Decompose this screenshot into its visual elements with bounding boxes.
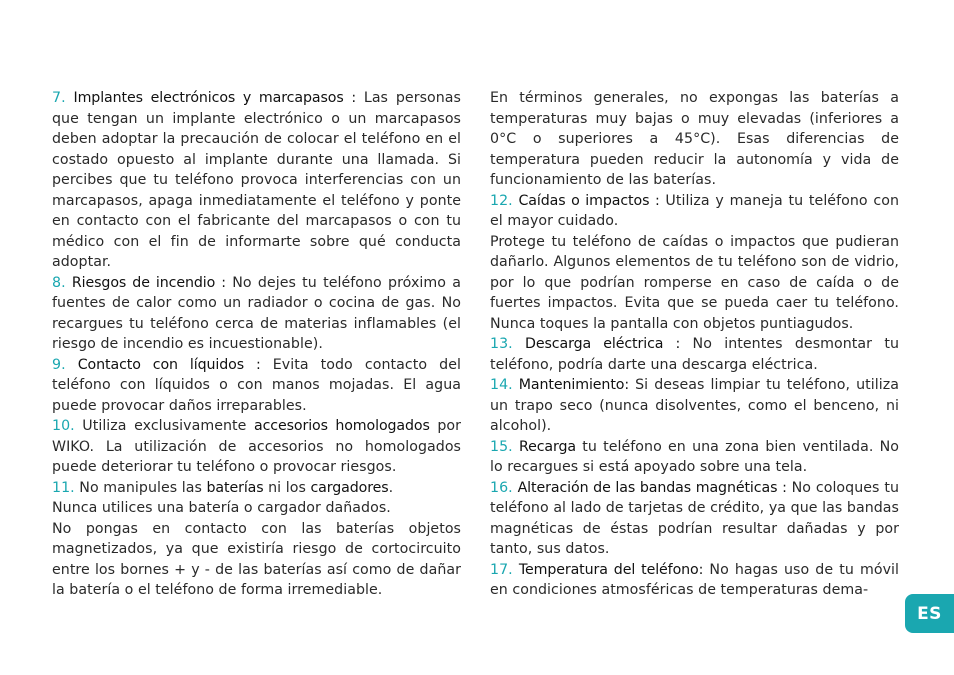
item-7: [52, 88, 461, 273]
item-pre-text: Utiliza exclusivamente: [82, 418, 247, 434]
item-text: No hagas uso de tu móvil en condiciones atmosféricas de temperaturas dema-: [490, 561, 900, 598]
item-title: Contacto con líquidos :: [77, 356, 261, 373]
item-text: No coloques tu teléfono al lado de tarjetas de crédito, ya que las bandas magnéticas de éstas podrían resultar dañadas y por tanto, sus datos.: [490, 479, 899, 557]
item-11-line-2: Nunca utilices una batería o cargador dañados.: [52, 500, 391, 516]
item-number: 17.: [490, 561, 513, 578]
item-title: Implantes electrónicos y marcapasos :: [73, 90, 356, 106]
item-text: Las personas que tengan un implante electrónico o un marcapasos deben adoptar la precaución de colocar el teléfono en el costado opuesto al implante durante una llamada. Si percibes que tu teléfono provoca interferencias con un marcapasos, apaga inmediatamente el teléfono y ponte en contacto con el fabricante del marcapasos o con tu médico con el fin de informarte sobre qué conducta adoptar.: [52, 90, 461, 270]
item-keyword-chargers: cargadores: [310, 479, 389, 496]
item-11: [52, 478, 461, 499]
item-number: 11.: [52, 479, 75, 496]
item-text: Si deseas limpiar tu teléfono, utiliza un trapo seco (nunca disolventes, como el benceno, ni alcohol).: [490, 377, 899, 434]
item-title: Riesgos de incendio :: [71, 274, 226, 291]
item-number: 16.: [490, 479, 513, 496]
item-15: [490, 437, 899, 478]
battery-temperature-paragraph: En términos generales, no expongas las baterías a temperaturas muy bajas o muy elevadas (inferiores a 0°C o superiores a 45°C). Esas diferencias de temperatura pueden reducir la autonomía y vida de funcionamiento de las baterías.: [490, 90, 899, 188]
item-text: Utiliza y maneja tu teléfono con el mayor cuidado.: [490, 192, 900, 229]
item-text: No dejes tu teléfono próximo a fuentes de calor como un radiador o cocina de gas. No recargues tu teléfono cerca de materias inflamables (el riesgo de incendio es incuestionable).: [52, 274, 461, 352]
item-number: 13.: [490, 336, 513, 352]
item-number: 7.: [52, 90, 66, 106]
item-12: [490, 191, 899, 232]
item-keyword-batteries: baterías: [206, 479, 264, 496]
item-title: Temperatura del teléfono:: [518, 561, 704, 578]
item-title: Caídas o impactos :: [518, 192, 660, 209]
left-column: [52, 88, 461, 601]
item-number: 10.: [52, 418, 75, 434]
item-title: Recarga: [518, 438, 576, 455]
item-number: 15.: [490, 438, 513, 455]
item-12-line-2: Protege tu teléfono de caídas o impactos que pudieran dañarlo. Algunos elementos de tu teléfono son de vidrio, por lo que podrían romperse en caso de caída o de fuertes impactos. Evita que se pueda caer tu teléfono. Nunca toques la pantalla con objetos puntiagudos.: [490, 233, 899, 332]
item-number: 9.: [52, 356, 66, 373]
item-text: No intentes desmontar tu teléfono, podría darte una descarga eléctrica.: [490, 336, 900, 373]
item-title: Mantenimiento:: [518, 377, 630, 393]
item-number: 12.: [490, 192, 513, 209]
item-10: [52, 416, 461, 478]
item-number: 14.: [490, 377, 513, 393]
item-mid-text: ni los: [268, 479, 306, 496]
item-pre-text: No manipules las: [79, 479, 202, 496]
item-number: 8.: [52, 274, 66, 291]
item-13: [490, 334, 899, 375]
item-text: tu teléfono en una zona bien ventilada. No lo recargues si está apoyado sobre una tela.: [490, 438, 900, 475]
right-column: [490, 88, 899, 601]
item-11-line-3: No pongas en contacto con las baterías objetos magnetizados, ya que existiría riesgo de cortocircuito entre los bornes + y - de las baterías así como de dañar la batería o el teléfono de forma irremediable.: [52, 520, 461, 598]
item-14: [490, 375, 899, 437]
item-text: Evita todo contacto del teléfono con líquidos o con manos mojadas. El agua puede provocar daños irreparables.: [52, 356, 461, 414]
item-title: Descarga eléctrica :: [525, 336, 681, 352]
item-9: [52, 355, 461, 417]
item-title: Alteración de las bandas magnéticas :: [517, 479, 787, 496]
item-17: [490, 560, 899, 601]
item-text: por WIKO. La utilización de accesorios no homologados puede deteriorar tu teléfono o provocar riesgos.: [52, 418, 462, 475]
item-title: accesorios homologados: [253, 418, 430, 434]
item-8: [52, 273, 461, 355]
item-end-text: .: [388, 479, 394, 496]
item-16: [490, 478, 899, 560]
language-tab: ES: [905, 594, 954, 633]
